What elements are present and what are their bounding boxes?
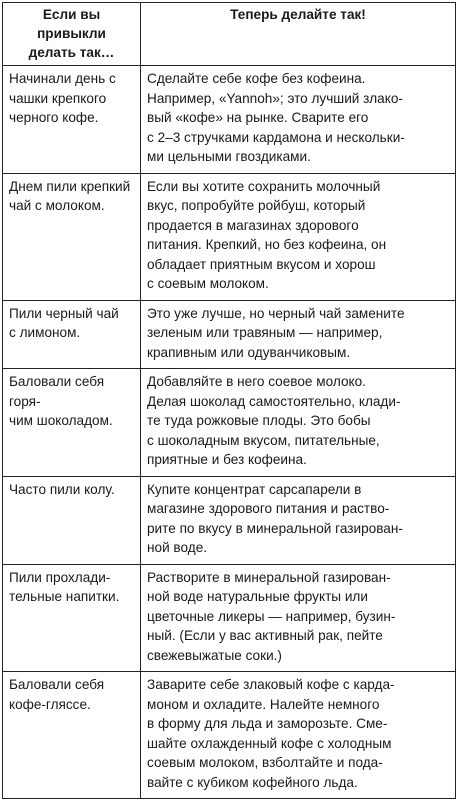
table-row	[3, 672, 456, 799]
table-row	[3, 476, 456, 564]
table-row	[3, 66, 456, 174]
cell-after: Добавляйте в него соевое молоко. Делая шоколад самостоятельно, клади- те туда рожковые плоды. Это бобы с шоколадным вкусом, питательные, приятные и без кофеина.	[141, 369, 456, 477]
cell-before: Пили черный чай с лимоном.	[3, 300, 141, 369]
cell-before: Начинали день с чашки крепкого черного кофе.	[3, 66, 141, 174]
advice-table	[2, 2, 456, 799]
header-after: Теперь делайте так!	[141, 3, 456, 66]
cell-after: Заварите себе злаковый кофе с карда- моном и охладите. Налейте немного в форму для льда и заморозьте. Сме- шайте охлажденный кофе с холодным соевым молоком, взболтайте и пода- вайте с кубиком кофейного льда.	[141, 672, 456, 799]
table-row	[3, 300, 456, 369]
cell-before: Баловали себя горя- чим шоколадом.	[3, 369, 141, 477]
table-row	[3, 369, 456, 477]
header-row	[3, 3, 456, 66]
table-row	[3, 564, 456, 672]
cell-after: Если вы хотите сохранить молочный вкус, попробуйте ройбуш, который продается в магазинах здорового питания. Крепкий, но без кофеина, он обладает приятным вкусом и хорош с соевым молоком.	[141, 173, 456, 300]
header-before: Если вы привыкли делать так…	[3, 3, 141, 66]
cell-after: Сделайте себе кофе без кофеина. Например, «Yannoh»; это лучший злако- вый «кофе» на рынке. Сварите его с 2–3 стручками кардамона и нескольки- ми цельными гвоздиками.	[141, 66, 456, 174]
table-row	[3, 173, 456, 300]
cell-before: Баловали себя кофе-гляссе.	[3, 672, 141, 799]
cell-before: Часто пили колу.	[3, 476, 141, 564]
cell-before: Днем пили крепкий чай с молоком.	[3, 173, 141, 300]
cell-after: Растворите в минеральной газирован- ной воде натуральные фрукты или цветочные ликеры — например, бузин- ный. (Если у вас активный рак, пейте свежевыжатые соки.)	[141, 564, 456, 672]
cell-after: Это уже лучше, но черный чай замените зеленым или травяным — например, крапивным или одуванчиковым.	[141, 300, 456, 369]
cell-before: Пили прохлади- тельные напитки.	[3, 564, 141, 672]
cell-after: Купите концентрат сарсапарели в магазине здорового питания и раство- рите по вкусу в минеральной газирован- ной воде.	[141, 476, 456, 564]
